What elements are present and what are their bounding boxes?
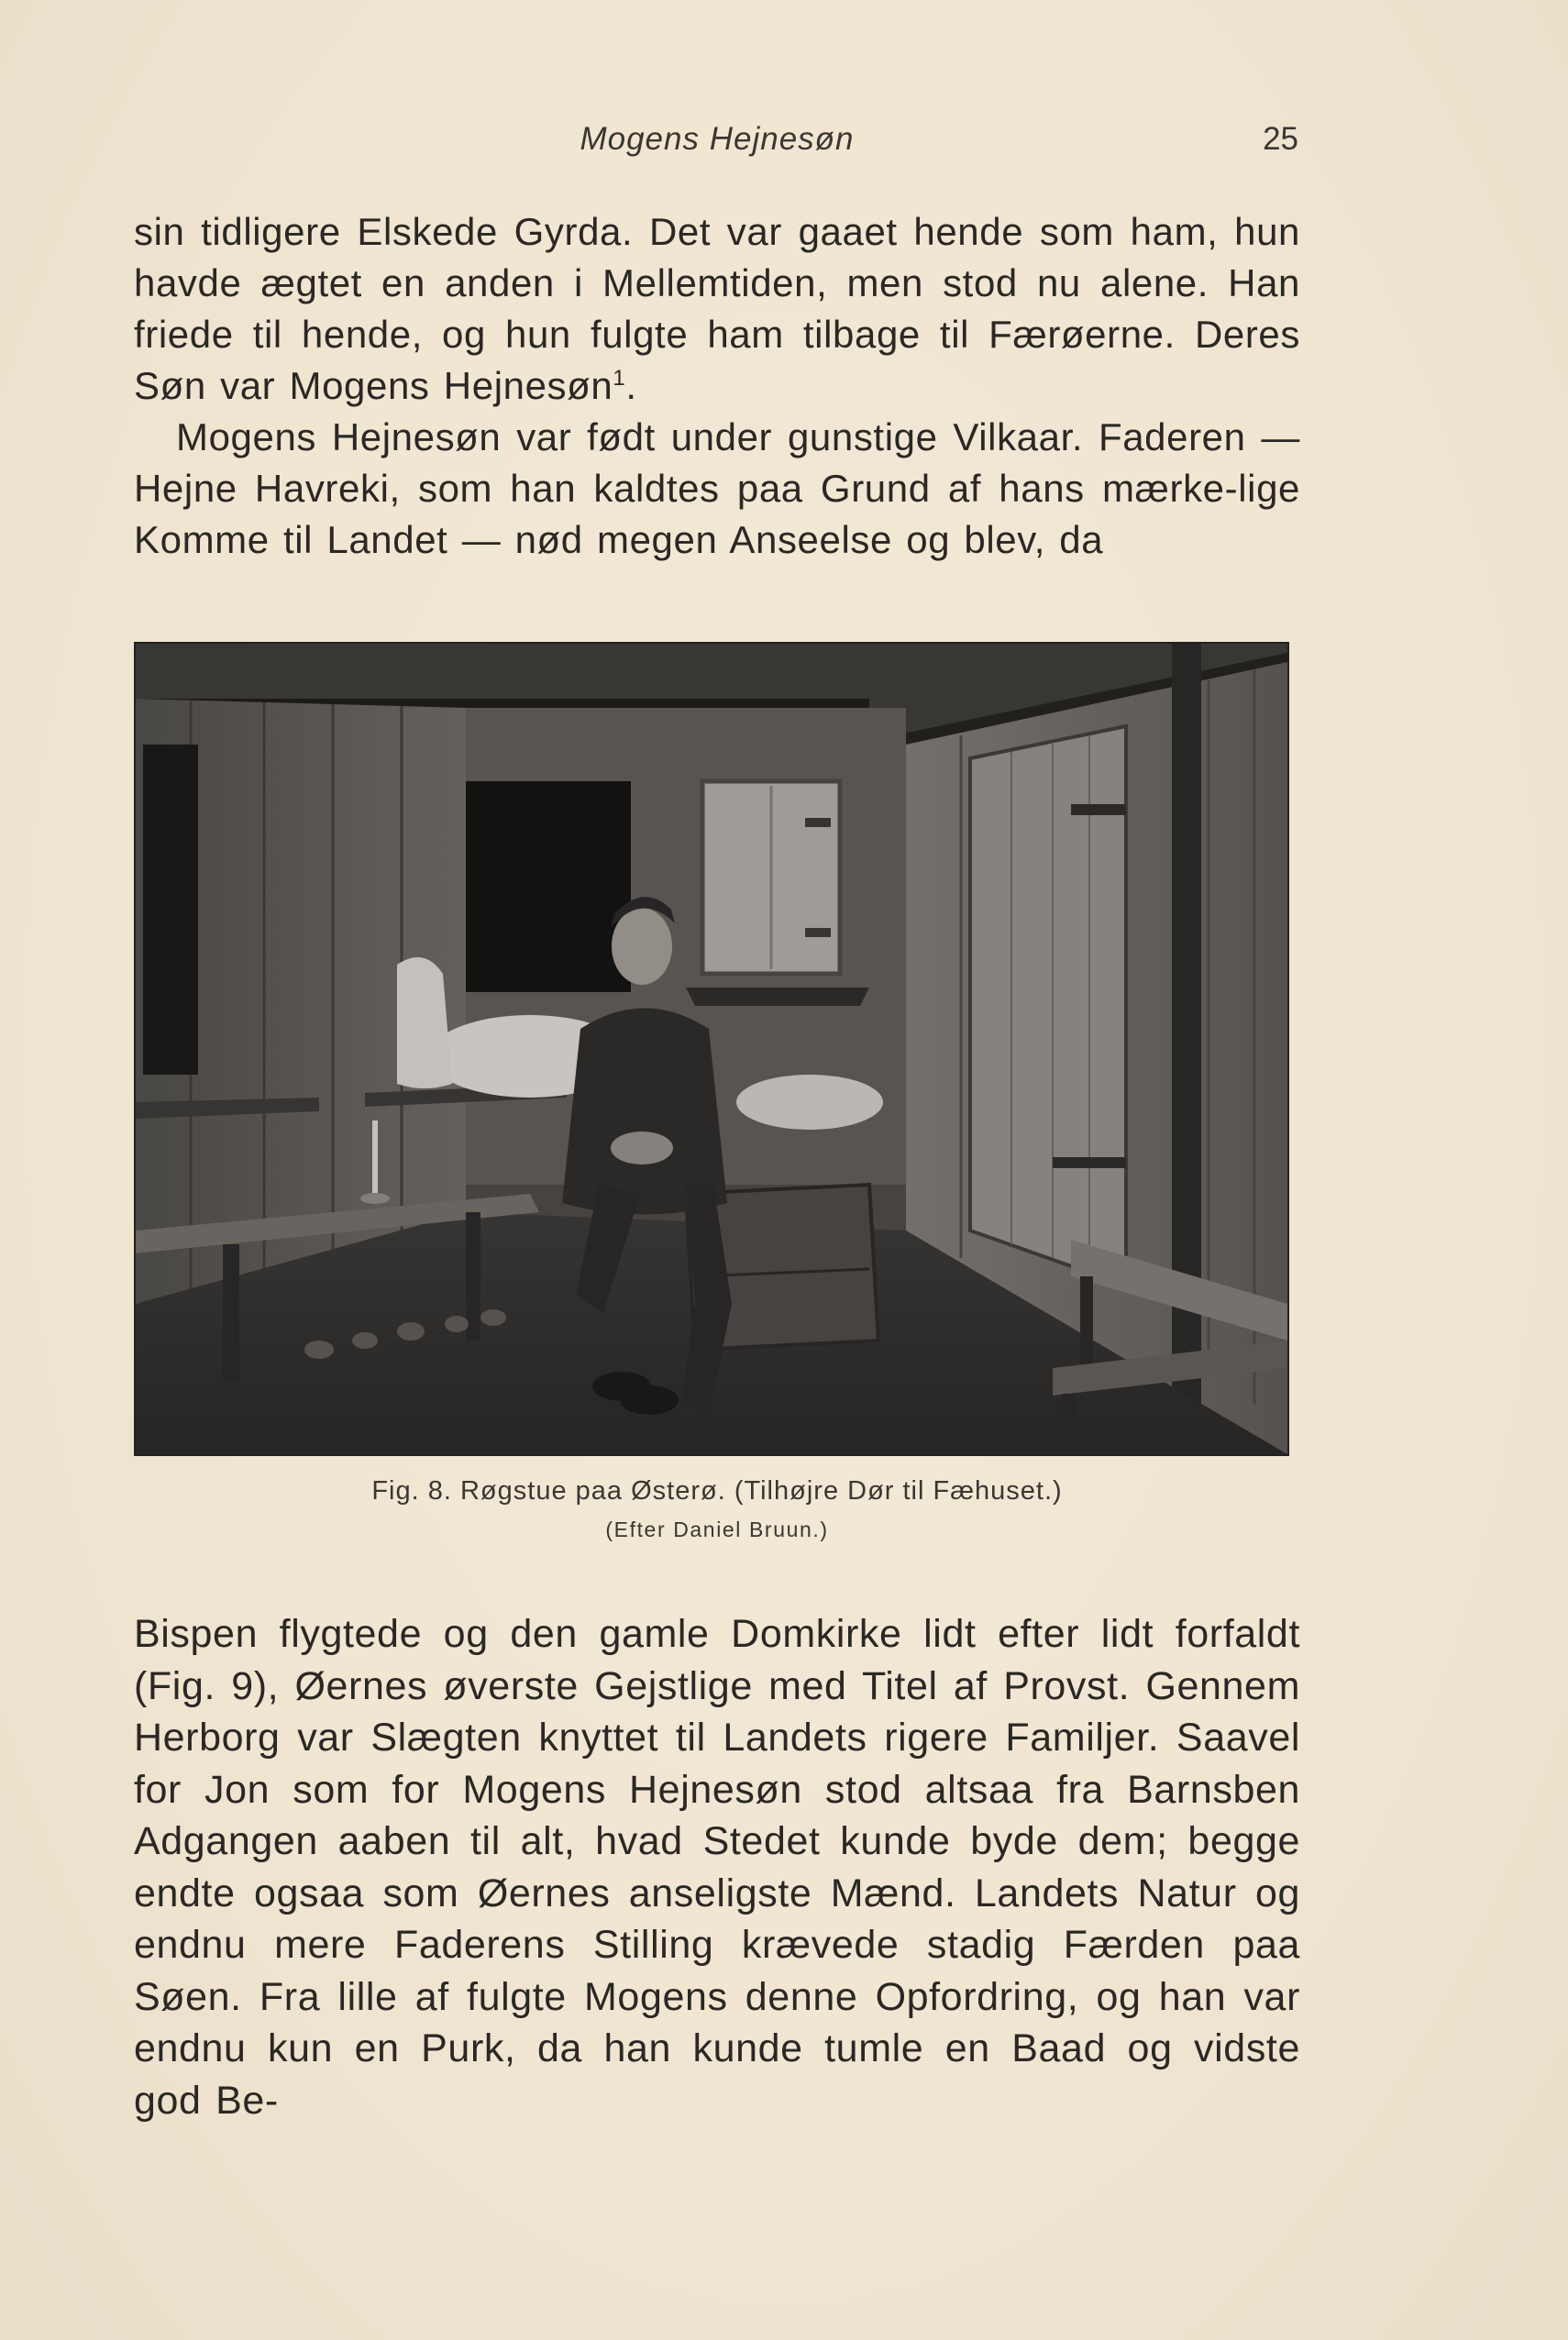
smoke-room-photo-illustration — [136, 644, 1287, 1454]
running-title: Mogens Hejnesøn — [580, 121, 855, 157]
page-number: 25 — [1263, 121, 1298, 157]
paragraph-2: Mogens Hejnesøn var født under gunstige Vilkaar. Faderen — Hejne Havreki, som han kaldtes paa Grund af hans mærke-lige Komme til Landet — nød megen Anseelse og blev, da — [134, 415, 1300, 561]
paragraph-1 — [134, 206, 1300, 412]
paragraph-1-text: sin tidligere Elskede Gyrda. Det var gaaet hende som ham, hun havde ægtet en anden i Mellemtiden, men stod nu alene. Han friede til hende, og hun fulgte ham tilbage til Færøerne. Deres Søn var Mogens Hejnesøn — [134, 210, 1300, 407]
running-head — [136, 121, 1298, 167]
top-text-block — [134, 206, 1300, 566]
paragraph-1-end: . — [625, 364, 637, 407]
footnote-marker: 1 — [613, 366, 626, 391]
paragraph-3: Bispen flygtede og den gamle Domkirke lidt efter lidt forfaldt (Fig. 9), Øernes øverste Gejstlige med Titel af Provst. Gennem Herborg var Slægten knyttet til Landets rigere Familjer. Saavel for Jon som for Mogens Hejnesøn stod altsaa fra Barnsben Adgangen aaben til alt, hvad Stedet kunde byde dem; begge endte ogsaa som Øernes anseligste Mænd. Landets Natur og endnu mere Faderens Stilling krævede stadig Færden paa Søen. Fra lille af fulgte Mogens denne Opfordring, og han var endnu kun en Purk, da han kunde tumle en Baad og vidste god Be- — [134, 1612, 1300, 2123]
figure-source: (Efter Daniel Bruun.) — [605, 1518, 829, 1541]
bottom-text-block — [134, 1608, 1300, 2126]
figure-photograph — [134, 642, 1289, 1456]
figure-caption: Fig. 8. Røgstue paa Østerø. (Tilhøjre Dør til Fæhuset.) — [371, 1476, 1063, 1506]
